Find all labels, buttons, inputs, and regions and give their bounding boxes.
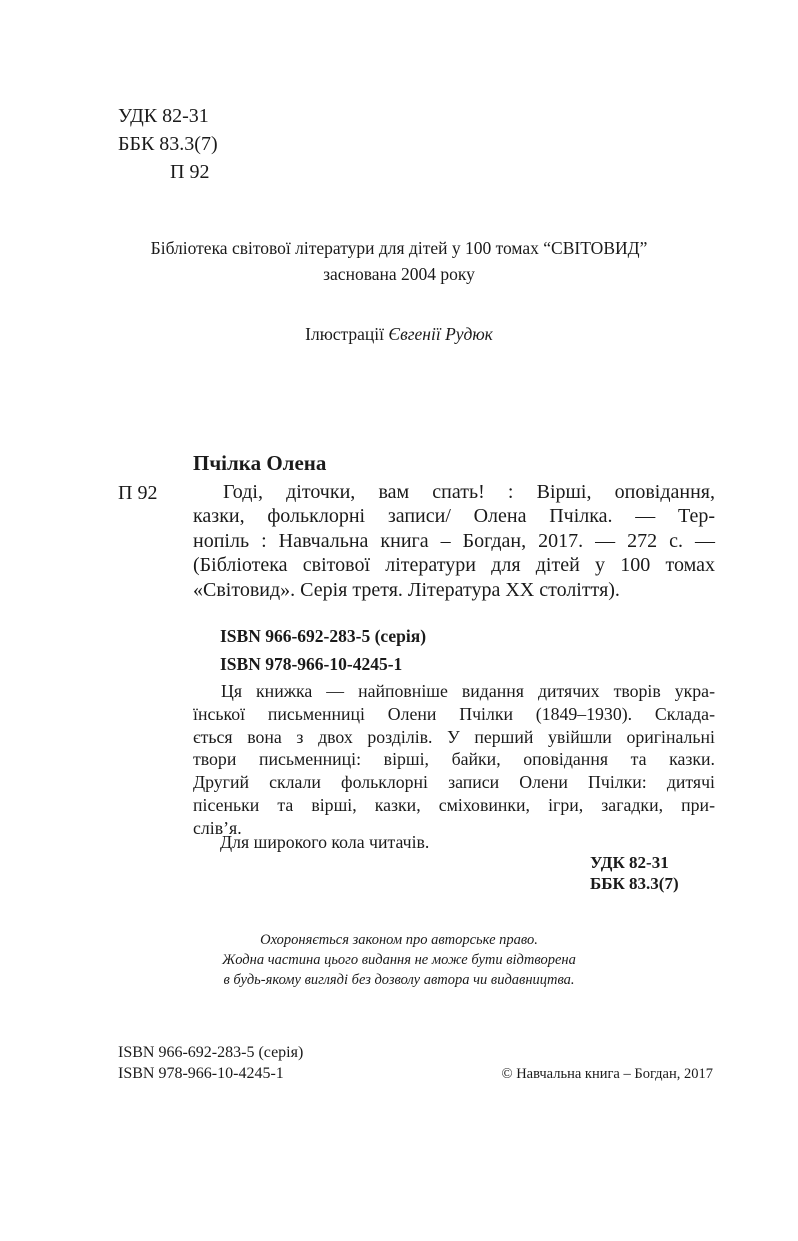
annotation-line: твори письменниці: вірші, байки, оповідання та казки. — [193, 749, 715, 770]
udk-code: УДК 82-31 — [118, 105, 209, 127]
description-line: казки, фольклорні записи/ Олена Пчілка. — Тер- — [193, 505, 715, 528]
description-line: Годі, діточки, вам спать! : Вірші, оповідання, — [223, 481, 715, 503]
annotation-line: Ця книжка — найповніше видання дитячих творів укра- — [221, 681, 715, 701]
catalog-bbk: ББК 83.3(7) — [590, 874, 679, 893]
annotation-line: ється вона з двох розділів. У перший увійшли оригінальні — [193, 726, 715, 747]
description-line: нопіль : Навчальна книга – Богдан, 2017. — 272 с. — — [193, 529, 715, 552]
catalog-mark: П 92 — [118, 482, 158, 504]
annotation-line: Другий склали фольклорні записи Олени Пчілки: дитячі — [193, 772, 715, 793]
annotation-line: пісеньки та вірші, казки, сміховинки, ігри, загадки, при- — [193, 794, 715, 815]
series-title: Бібліотека світової літератури для дітей у 100 томах “СВІТОВИД” — [150, 238, 648, 258]
catalog-description — [193, 480, 715, 602]
footer-isbn-series: ISBN 966-692-283-5 (серія) — [118, 1044, 304, 1061]
illustrations-artist: Євгенії Рудюк — [388, 324, 493, 344]
annotation-line: слів’я. — [193, 817, 242, 838]
catalog-annotation — [193, 680, 715, 840]
catalog-audience: Для широкого кола читачів. — [220, 832, 430, 852]
illustrations-prefix: Ілюстрації — [305, 324, 385, 344]
description-line: «Світовид». Серія третя. Література ХХ століття). — [193, 578, 620, 601]
copyright-notice-line: Жодна частина цього видання не може бути відтворена — [222, 952, 576, 968]
footer-copyright: © Навчальна книга – Богдан, 2017 — [501, 1066, 713, 1082]
author-mark: П 92 — [170, 161, 210, 183]
footer-isbn: ISBN 978-966-10-4245-1 — [118, 1065, 284, 1082]
annotation-line: їнської письменниці Олени Пчілки (1849–1930). Склада- — [193, 703, 715, 724]
catalog-author: Пчілка Олена — [193, 451, 327, 475]
catalog-isbn: ISBN 978-966-10-4245-1 — [220, 654, 403, 674]
copyright-notice-line: в будь-якому вигляді без дозволу автора чи видавництва. — [223, 972, 575, 988]
copyright-notice-line: Охороняється законом про авторське право. — [260, 932, 538, 948]
series-founded: заснована 2004 року — [323, 264, 475, 284]
description-line: (Бібліотека світової літератури для дітей у 100 томах — [193, 554, 715, 577]
catalog-isbn-series: ISBN 966-692-283-5 (серія) — [220, 626, 427, 646]
bbk-code: ББК 83.3(7) — [118, 133, 218, 155]
catalog-udk: УДК 82-31 — [590, 853, 669, 872]
illustrations-credit — [0, 322, 798, 346]
